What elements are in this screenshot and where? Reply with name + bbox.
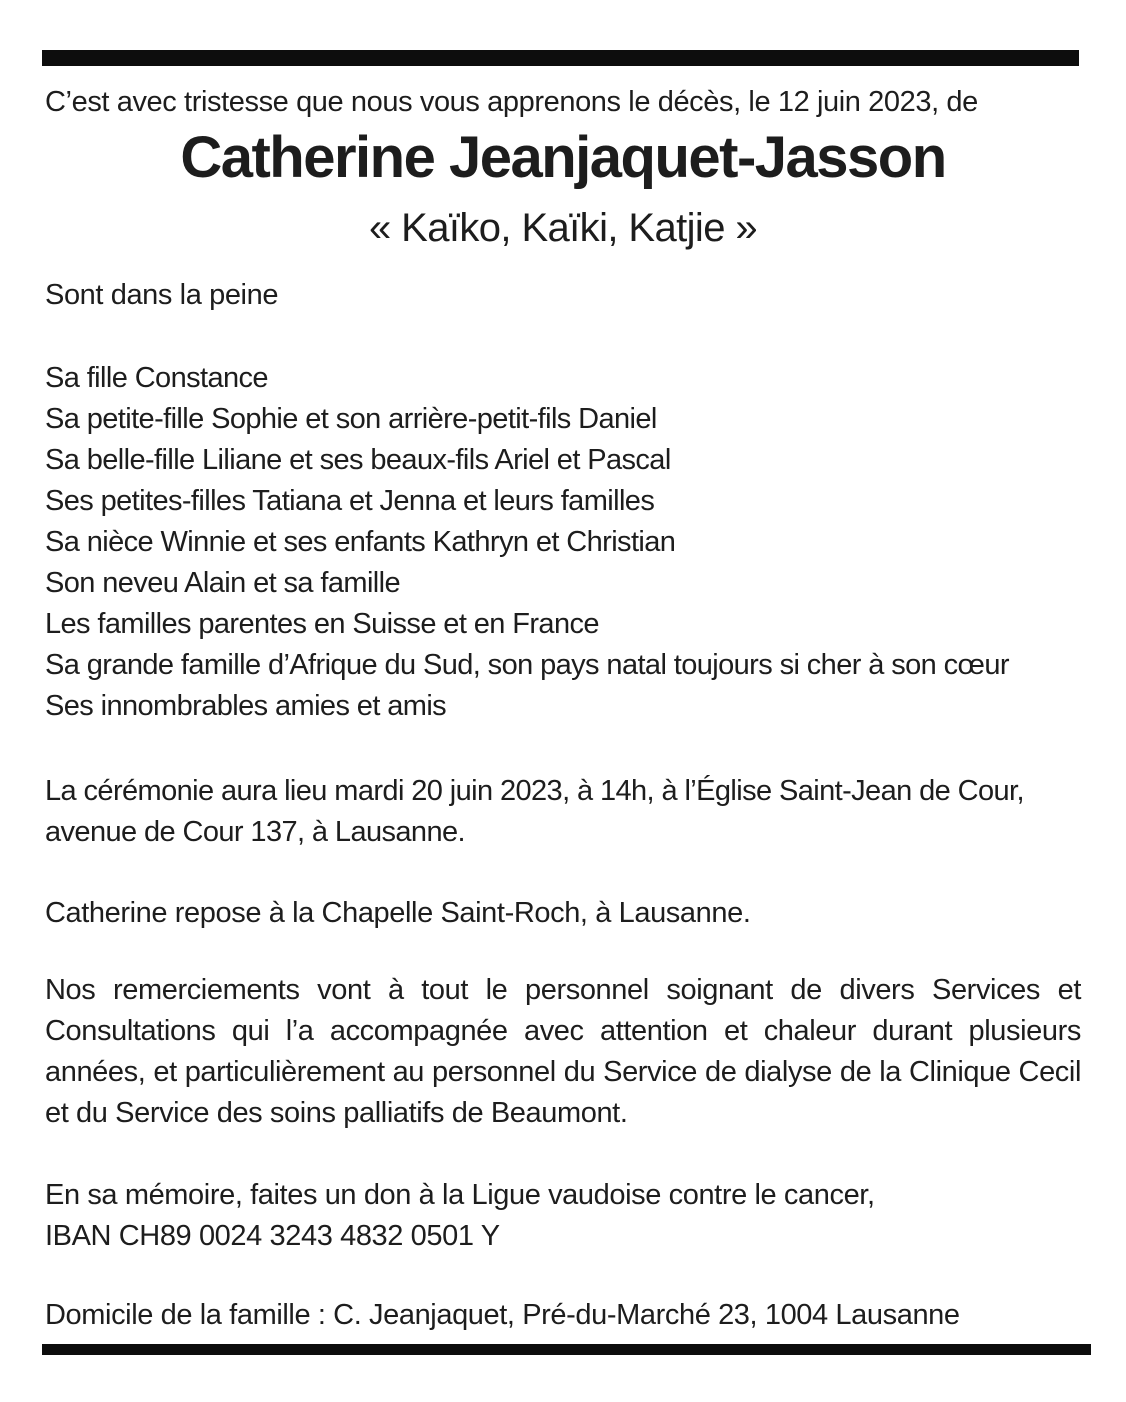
donation-paragraph bbox=[0, 1175, 1126, 1257]
deceased-name: Catherine Jeanjaquet-Jasson bbox=[180, 125, 946, 190]
mourner-line: Son neveu Alain et sa famille bbox=[45, 567, 400, 599]
mourner-line: Ses innombrables amies et amis bbox=[45, 690, 447, 722]
repose-line: Catherine repose à la Chapelle Saint-Roch, à Lausanne. bbox=[45, 897, 751, 929]
mourners-list bbox=[0, 358, 1126, 727]
mourner-line: Sa belle-fille Liliane et ses beaux-fils Ariel et Pascal bbox=[45, 444, 671, 476]
mourner-line: Sa grande famille d’Afrique du Sud, son pays natal toujours si cher à son cœur bbox=[45, 649, 1009, 681]
top-divider-bar bbox=[42, 50, 1079, 66]
nicknames-line: « Kaïko, Kaïki, Katjie » bbox=[368, 206, 758, 250]
donation-line: IBAN CH89 0024 3243 4832 0501 Y bbox=[45, 1220, 500, 1252]
thanks-paragraph: Nos remerciements vont à tout le personnel soignant de divers Services et Consultations qui l’a accompagnée avec attention et chaleur durant plusieurs années, et particulièrement au personnel du Service de dialyse de la Clinique Cecil et du Service des soins palliatifs de Beaumont. bbox=[45, 974, 1081, 1129]
ceremony-paragraph bbox=[0, 771, 1126, 853]
mourner-line: Sa fille Constance bbox=[45, 362, 268, 394]
mourner-line: Sa nièce Winnie et ses enfants Kathryn et Christian bbox=[45, 526, 676, 558]
mourner-line: Ses petites-filles Tatiana et Jenna et leurs familles bbox=[45, 485, 655, 517]
intro-line: C’est avec tristesse que nous vous apprenons le décès, le 12 juin 2023, de bbox=[45, 86, 978, 118]
ceremony-line: avenue de Cour 137, à Lausanne. bbox=[45, 816, 465, 848]
mourning-header: Sont dans la peine bbox=[45, 279, 279, 311]
mourner-line: Les familles parentes en Suisse et en France bbox=[45, 608, 599, 640]
bottom-divider-bar bbox=[42, 1344, 1091, 1355]
ceremony-line: La cérémonie aura lieu mardi 20 juin 2023, à 14h, à l’Église Saint-Jean de Cour, bbox=[45, 775, 1024, 807]
mourner-line: Sa petite-fille Sophie et son arrière-petit-fils Daniel bbox=[45, 403, 657, 435]
domicile-line: Domicile de la famille : C. Jeanjaquet, Pré-du-Marché 23, 1004 Lausanne bbox=[45, 1299, 960, 1331]
donation-line: En sa mémoire, faites un don à la Ligue vaudoise contre le cancer, bbox=[45, 1179, 875, 1211]
